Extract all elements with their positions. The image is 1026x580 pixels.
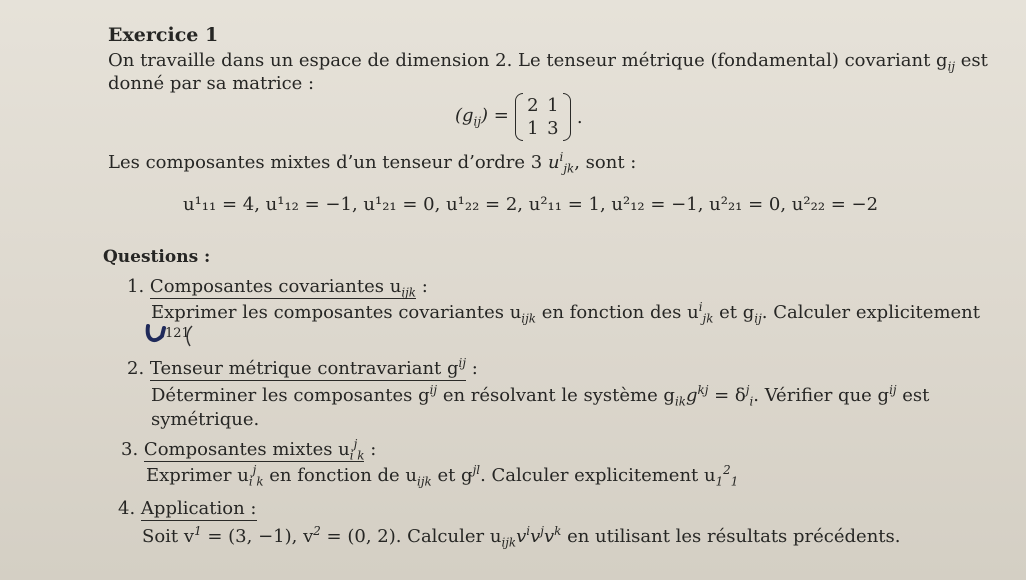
matrix-cell-11: 2 <box>527 95 539 116</box>
component-values: u¹₁₁ = 4, u¹₁₂ = −1, u¹₂₁ = 0, u¹₂₂ = 2, u²₁₁ = 1, u²₁₂ = −1, u²₂₁ = 0, u²₂₂ = −2 <box>183 194 879 215</box>
matrix-body <box>515 95 571 139</box>
intro-line-1: On travaille dans un espace de dimension 2. Le tenseur métrique (fondamental) covariant $g_{ij}$ est <box>108 50 988 74</box>
exercise-title: Exercice 1 <box>108 24 219 46</box>
intro-line-2: donné par sa matrice : <box>108 73 315 94</box>
matrix-label: $(g_{ij})$ = <box>455 105 509 129</box>
q4-title: 4. Application : <box>118 498 257 519</box>
q1-body: Exprimer les composantes covariantes $u_{ijk}$ en fonction des $u^i_{jk}$ et $g_{ij}$. Calculer explicitement <box>151 300 980 326</box>
q3-title: 3. Composantes mixtes $u_i^j_k$ : <box>121 437 377 463</box>
matrix-cell-12: 1 <box>547 95 559 116</box>
metric-matrix: $(g_{ij})$ = 2 1 1 3 . <box>455 95 583 139</box>
matrix-cell-21: 1 <box>527 118 539 139</box>
questions-heading: Questions : <box>103 247 211 267</box>
q1-handwritten-note: 121 <box>148 326 173 341</box>
q4-body: Soit $v^1 = (3$, −1), $v^2 = (0$, 2). Calculer $u_{ijk}v^iv^jv^k$ en utilisant les résultats précédents. <box>142 524 901 550</box>
q2-body-line-1: Déterminer les composantes $g^{ij}$ en résolvant le système $g_{ik}g^{kj} = \delta^j_i$. Vérifier que $g^{ij}$ est <box>151 383 930 409</box>
matrix-cell-22: 3 <box>547 118 559 139</box>
q1-title: 1. Composantes covariantes $u_{ijk}$ : <box>127 276 428 300</box>
q2-title: 2. Tenseur métrique contravariant $g^{ij}$ : <box>127 356 478 379</box>
mixed-components-intro: Les composantes mixtes d’un tenseur d’ordre 3 $u^i_{jk}$, sont : <box>108 150 637 176</box>
q3-body: Exprimer $u_i^j_k$ en fonction de $u_{ijk}$ et $g^{jl}$. Calculer explicitement $u_1^2_1$ <box>146 463 739 489</box>
q2-body-line-2: symétrique. <box>151 409 260 430</box>
